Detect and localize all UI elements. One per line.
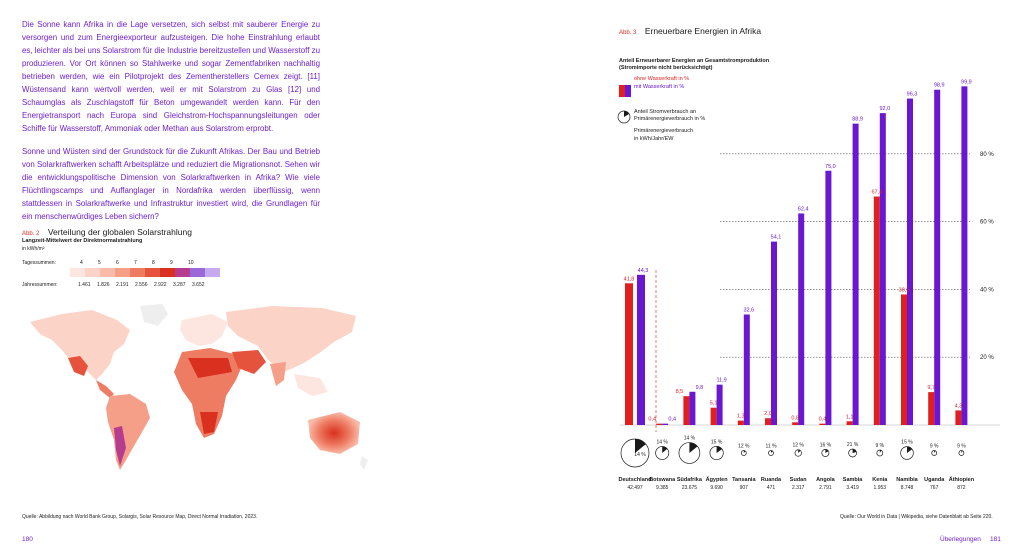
body-text bbox=[22, 18, 320, 233]
value-label-with-hydro: 96,3 bbox=[906, 91, 918, 98]
primary-energy-label: 471 bbox=[766, 485, 776, 491]
scale-swatch bbox=[130, 268, 145, 277]
y-tick-label: 40 % bbox=[980, 287, 994, 294]
legend-without-hydro: ohne Wasserkraft in % bbox=[634, 76, 690, 82]
bar-without-hydro bbox=[928, 392, 934, 425]
paragraph-1: Die Sonne kann Afrika in die Lage versetzen, sich selbst mit sauberer Energie zu versorgen und zum Energieexporteur aufzusteigen. Die hohe Einstrahlung erlaubt es, leichter als bei uns Solarstrom für die Industrie bereitzustellen und Wasserstoff zu produzieren. Vor Ort können so Stahlwerke und sogar Zementfabriken nachhaltig betrieben werden, wie ein Pilotprojekt des Zementherstellers Cemex zeigt. [11] Wüstensand kann wertvoll werden, weil er mit Solarstrom zu Glas [12] und Schaumglas als Zuschlagstoff für Beton umgewandelt werden kann. Für den Energietransport nach Europa sind Gleichstrom-Hochspannungsleitungen oder Schiffe für Wasserstoff, Ammoniak oder Methan aus Solarstrom erprobt. bbox=[22, 20, 320, 133]
south-america-shape bbox=[106, 394, 150, 470]
primary-energy-label: 2.791 bbox=[819, 485, 832, 491]
figure-2-subtitle: Langzeit-Mittelwert der Direktnormalstrahlung bbox=[22, 238, 143, 244]
primary-energy-label: 9.690 bbox=[710, 485, 723, 491]
category-label: Ägypten bbox=[705, 477, 728, 483]
electricity-share-label: 16 % bbox=[819, 442, 832, 449]
bar-without-hydro bbox=[738, 421, 744, 425]
category-label: Namibia bbox=[896, 477, 918, 483]
bar-with-hydro bbox=[744, 314, 750, 425]
value-label-with-hydro: 0,4 bbox=[668, 416, 677, 423]
value-label-without-hydro: 38,5 bbox=[898, 287, 910, 294]
value-label-with-hydro: 99,9 bbox=[961, 79, 972, 86]
greenland-shape bbox=[140, 304, 168, 326]
y-tick-label: 20 % bbox=[980, 355, 994, 362]
annual-sum-value: 2.191 bbox=[116, 282, 129, 288]
category-label: Sambia bbox=[842, 477, 863, 483]
legend-with-hydro: mit Wasserkraft in % bbox=[634, 84, 685, 90]
value-label-with-hydro: 9,8 bbox=[695, 384, 704, 391]
bar-without-hydro bbox=[847, 421, 853, 425]
page-label-right: Überlegungen bbox=[940, 536, 981, 543]
value-label-with-hydro: 54,1 bbox=[770, 234, 782, 241]
annual-sums-label: Jahressummen: bbox=[22, 282, 58, 288]
bar-with-hydro bbox=[689, 392, 695, 425]
scale-swatch bbox=[85, 268, 100, 277]
figure-3-tag: Abb. 3 bbox=[619, 30, 637, 36]
electricity-share-label: 15 % bbox=[901, 439, 913, 446]
primary-energy-label: 42.497 bbox=[627, 485, 643, 491]
category-label: Uganda bbox=[924, 477, 945, 483]
bar-with-hydro bbox=[961, 86, 967, 425]
daily-sum-value: 6 bbox=[116, 260, 119, 266]
bar-with-hydro bbox=[717, 385, 723, 425]
bar-with-hydro bbox=[637, 275, 645, 425]
category-label: Angola bbox=[816, 477, 835, 483]
figure-2-unit: in kWh/m² bbox=[22, 246, 45, 252]
bar-with-hydro bbox=[662, 424, 668, 425]
bar-without-hydro bbox=[683, 396, 689, 425]
value-label-without-hydro: 67,4 bbox=[871, 189, 883, 196]
scale-swatch bbox=[145, 268, 160, 277]
electricity-share-label: 15 % bbox=[710, 439, 723, 446]
electricity-share-label: 11 % bbox=[765, 443, 777, 450]
legend-title-line2: (Stromimporte nicht berücksichtigt) bbox=[619, 65, 713, 71]
daily-sum-value: 7 bbox=[134, 260, 137, 266]
value-label-without-hydro: 4,3 bbox=[954, 403, 963, 410]
bar-without-hydro bbox=[656, 424, 662, 425]
india-shape bbox=[270, 362, 286, 386]
category-label: Tansania bbox=[732, 477, 756, 483]
australia-shape bbox=[308, 412, 360, 454]
electricity-share-label: 9 % bbox=[929, 443, 939, 450]
electricity-share-label: 9 % bbox=[875, 442, 885, 449]
value-label-without-hydro: 2,0 bbox=[764, 411, 772, 418]
bar-without-hydro bbox=[955, 410, 961, 425]
daily-sum-value: 9 bbox=[170, 260, 173, 266]
bar-with-hydro bbox=[934, 90, 940, 425]
category-label: Kenia bbox=[872, 477, 888, 483]
central-america-shape bbox=[96, 380, 114, 398]
daily-sum-value: 4 bbox=[80, 260, 83, 266]
world-solar-map bbox=[22, 300, 372, 485]
primary-energy-label: 767 bbox=[930, 485, 939, 491]
scale-swatch bbox=[205, 268, 220, 277]
y-tick-label: 60 % bbox=[980, 219, 994, 226]
electricity-share-label: 12 % bbox=[792, 442, 804, 449]
primary-energy-label: 907 bbox=[739, 485, 748, 491]
primary-energy-label: 1.953 bbox=[873, 485, 887, 491]
category-label: Deutschland bbox=[618, 477, 652, 483]
legend-pie-line1: Anteil Stromverbrauch an bbox=[634, 109, 697, 115]
scale-swatch bbox=[115, 268, 130, 277]
daily-sum-value: 8 bbox=[152, 260, 155, 266]
value-label-without-hydro: 9,7 bbox=[927, 385, 936, 392]
value-label-without-hydro: 1,3 bbox=[736, 413, 745, 420]
value-label-without-hydro: 1,1 bbox=[845, 414, 854, 421]
daily-sums-values bbox=[80, 260, 210, 268]
bar-with-hydro bbox=[880, 113, 886, 425]
annual-sum-value: 3.652 bbox=[192, 282, 205, 288]
primary-energy-label: 9.385 bbox=[655, 485, 669, 491]
electricity-share-label: 14 % bbox=[656, 439, 668, 446]
category-label: Botswana bbox=[649, 477, 676, 483]
figure-3-title: Erneuerbare Energien in Afrika bbox=[644, 26, 762, 36]
category-label: Südafrika bbox=[676, 477, 702, 483]
bar-with-hydro bbox=[853, 124, 859, 425]
bar-without-hydro bbox=[874, 197, 880, 425]
figure-2-tag: Abb. 2 bbox=[22, 231, 40, 237]
renewable-energy-chart bbox=[600, 60, 1010, 500]
value-label-with-hydro: 75,0 bbox=[825, 163, 836, 170]
bar-without-hydro bbox=[819, 424, 825, 425]
bar-with-hydro bbox=[825, 171, 831, 425]
primary-energy-label: 3.419 bbox=[846, 485, 859, 491]
scale-swatch bbox=[175, 268, 190, 277]
energy-consumption-circle bbox=[741, 451, 746, 456]
scale-swatch bbox=[70, 268, 85, 277]
annual-sums-values bbox=[70, 282, 220, 290]
category-label: Ruanda bbox=[760, 477, 782, 483]
southeast-asia-shape bbox=[294, 374, 328, 396]
value-label-with-hydro: 92,0 bbox=[879, 106, 891, 113]
annual-sum-value: 3.287 bbox=[173, 282, 186, 288]
value-label-with-hydro: 62,4 bbox=[797, 206, 809, 213]
scale-swatch bbox=[100, 268, 115, 277]
bar-without-hydro bbox=[792, 422, 798, 425]
y-tick-label: 80 % bbox=[980, 151, 994, 158]
daily-sum-value: 5 bbox=[98, 260, 101, 266]
category-label: Äthiopien bbox=[948, 477, 975, 483]
annual-sum-value: 2.922 bbox=[154, 282, 167, 288]
figure-3-heading bbox=[619, 21, 761, 39]
annual-sum-value: 1.826 bbox=[97, 282, 110, 288]
primary-energy-label: 23.675 bbox=[681, 485, 698, 491]
legend-consumption-line2: in kWh/Jahr/EW bbox=[634, 136, 674, 142]
bar-without-hydro bbox=[901, 294, 907, 425]
legend-pie-line2: Primärenergieverbrauch in % bbox=[634, 116, 706, 122]
left-source: Quelle: Abbildung nach World Bank Group, Solargis, Solar Resource Map, Direct Normal Irradiation, 2023. bbox=[22, 514, 258, 520]
value-label-without-hydro: 5,1 bbox=[709, 400, 718, 407]
right-source: Quelle: Our World in Data | Wikipedia, siehe Datenblatt ab Seite 220. bbox=[840, 514, 993, 520]
page-number-left: 180 bbox=[22, 536, 33, 543]
legend-title-line1: Anteil Erneuerbarer Energien an Gesamtstromproduktion bbox=[619, 58, 770, 64]
electricity-share-label: 14 % bbox=[634, 452, 646, 458]
irradiation-color-scale bbox=[70, 268, 220, 277]
scale-swatch bbox=[160, 268, 175, 277]
europe-shape bbox=[180, 314, 228, 346]
bar-without-hydro bbox=[625, 283, 633, 425]
category-label: Sudan bbox=[789, 477, 807, 483]
bar-with-hydro bbox=[907, 99, 913, 425]
value-label-with-hydro: 32,6 bbox=[743, 307, 755, 314]
value-label-without-hydro: 41,8 bbox=[623, 276, 635, 283]
value-label-with-hydro: 44,3 bbox=[637, 267, 649, 274]
bar-without-hydro bbox=[711, 408, 717, 425]
electricity-share-label: 14 % bbox=[683, 435, 696, 442]
primary-energy-label: 2.317 bbox=[791, 485, 805, 491]
value-label-without-hydro: 8,5 bbox=[675, 389, 684, 396]
bar-with-hydro bbox=[798, 213, 804, 425]
figure-2-title: Verteilung der globalen Solarstrahlung bbox=[47, 227, 192, 237]
value-label-without-hydro: 0,8 bbox=[791, 415, 800, 422]
primary-energy-label: 872 bbox=[957, 485, 966, 491]
primary-energy-label: 8.748 bbox=[900, 485, 914, 491]
annual-sum-value: 1.461 bbox=[78, 282, 91, 288]
bar-with-hydro bbox=[771, 242, 777, 425]
value-label-without-hydro: 0,4 bbox=[648, 416, 657, 423]
legend-consumption-line1: Primärenergieverbrauch bbox=[634, 128, 693, 134]
value-label-without-hydro: 0,4 bbox=[818, 416, 827, 423]
daily-sum-value: 10 bbox=[188, 260, 194, 266]
scale-swatch bbox=[190, 268, 205, 277]
electricity-share-label: 21 % bbox=[846, 442, 859, 449]
electricity-share-label: 9 % bbox=[957, 443, 966, 450]
page-number-right: 181 bbox=[990, 536, 1001, 543]
value-label-with-hydro: 88,9 bbox=[852, 116, 863, 123]
daily-sums-label: Tagessummen: bbox=[22, 260, 56, 266]
electricity-share-label: 12 % bbox=[738, 443, 750, 450]
annual-sum-value: 2.556 bbox=[135, 282, 148, 288]
value-label-with-hydro: 11,9 bbox=[716, 377, 727, 384]
value-label-with-hydro: 98,9 bbox=[933, 82, 945, 89]
new-zealand-shape bbox=[360, 456, 368, 470]
bar-without-hydro bbox=[765, 418, 771, 425]
paragraph-2: Sonne und Wüsten sind der Grundstock für die Zukunft Afrikas. Der Bau und Betrieb von Solarkraftwerken schafft Arbeitsplätze und reduziert die Migrationsnot. Sehen wir die entwicklungspolitische Dimension von Solarkraftwerken in Afrika? Wie viele Flüchtlingscamps und Auffanglager in Nordafrika werden überflüssig, wenn stattdessen in Solarkraftwerke und Infrastruktur investiert wird, die Grundlagen für ein menschenwürdiges Leben sichern? bbox=[22, 147, 320, 221]
